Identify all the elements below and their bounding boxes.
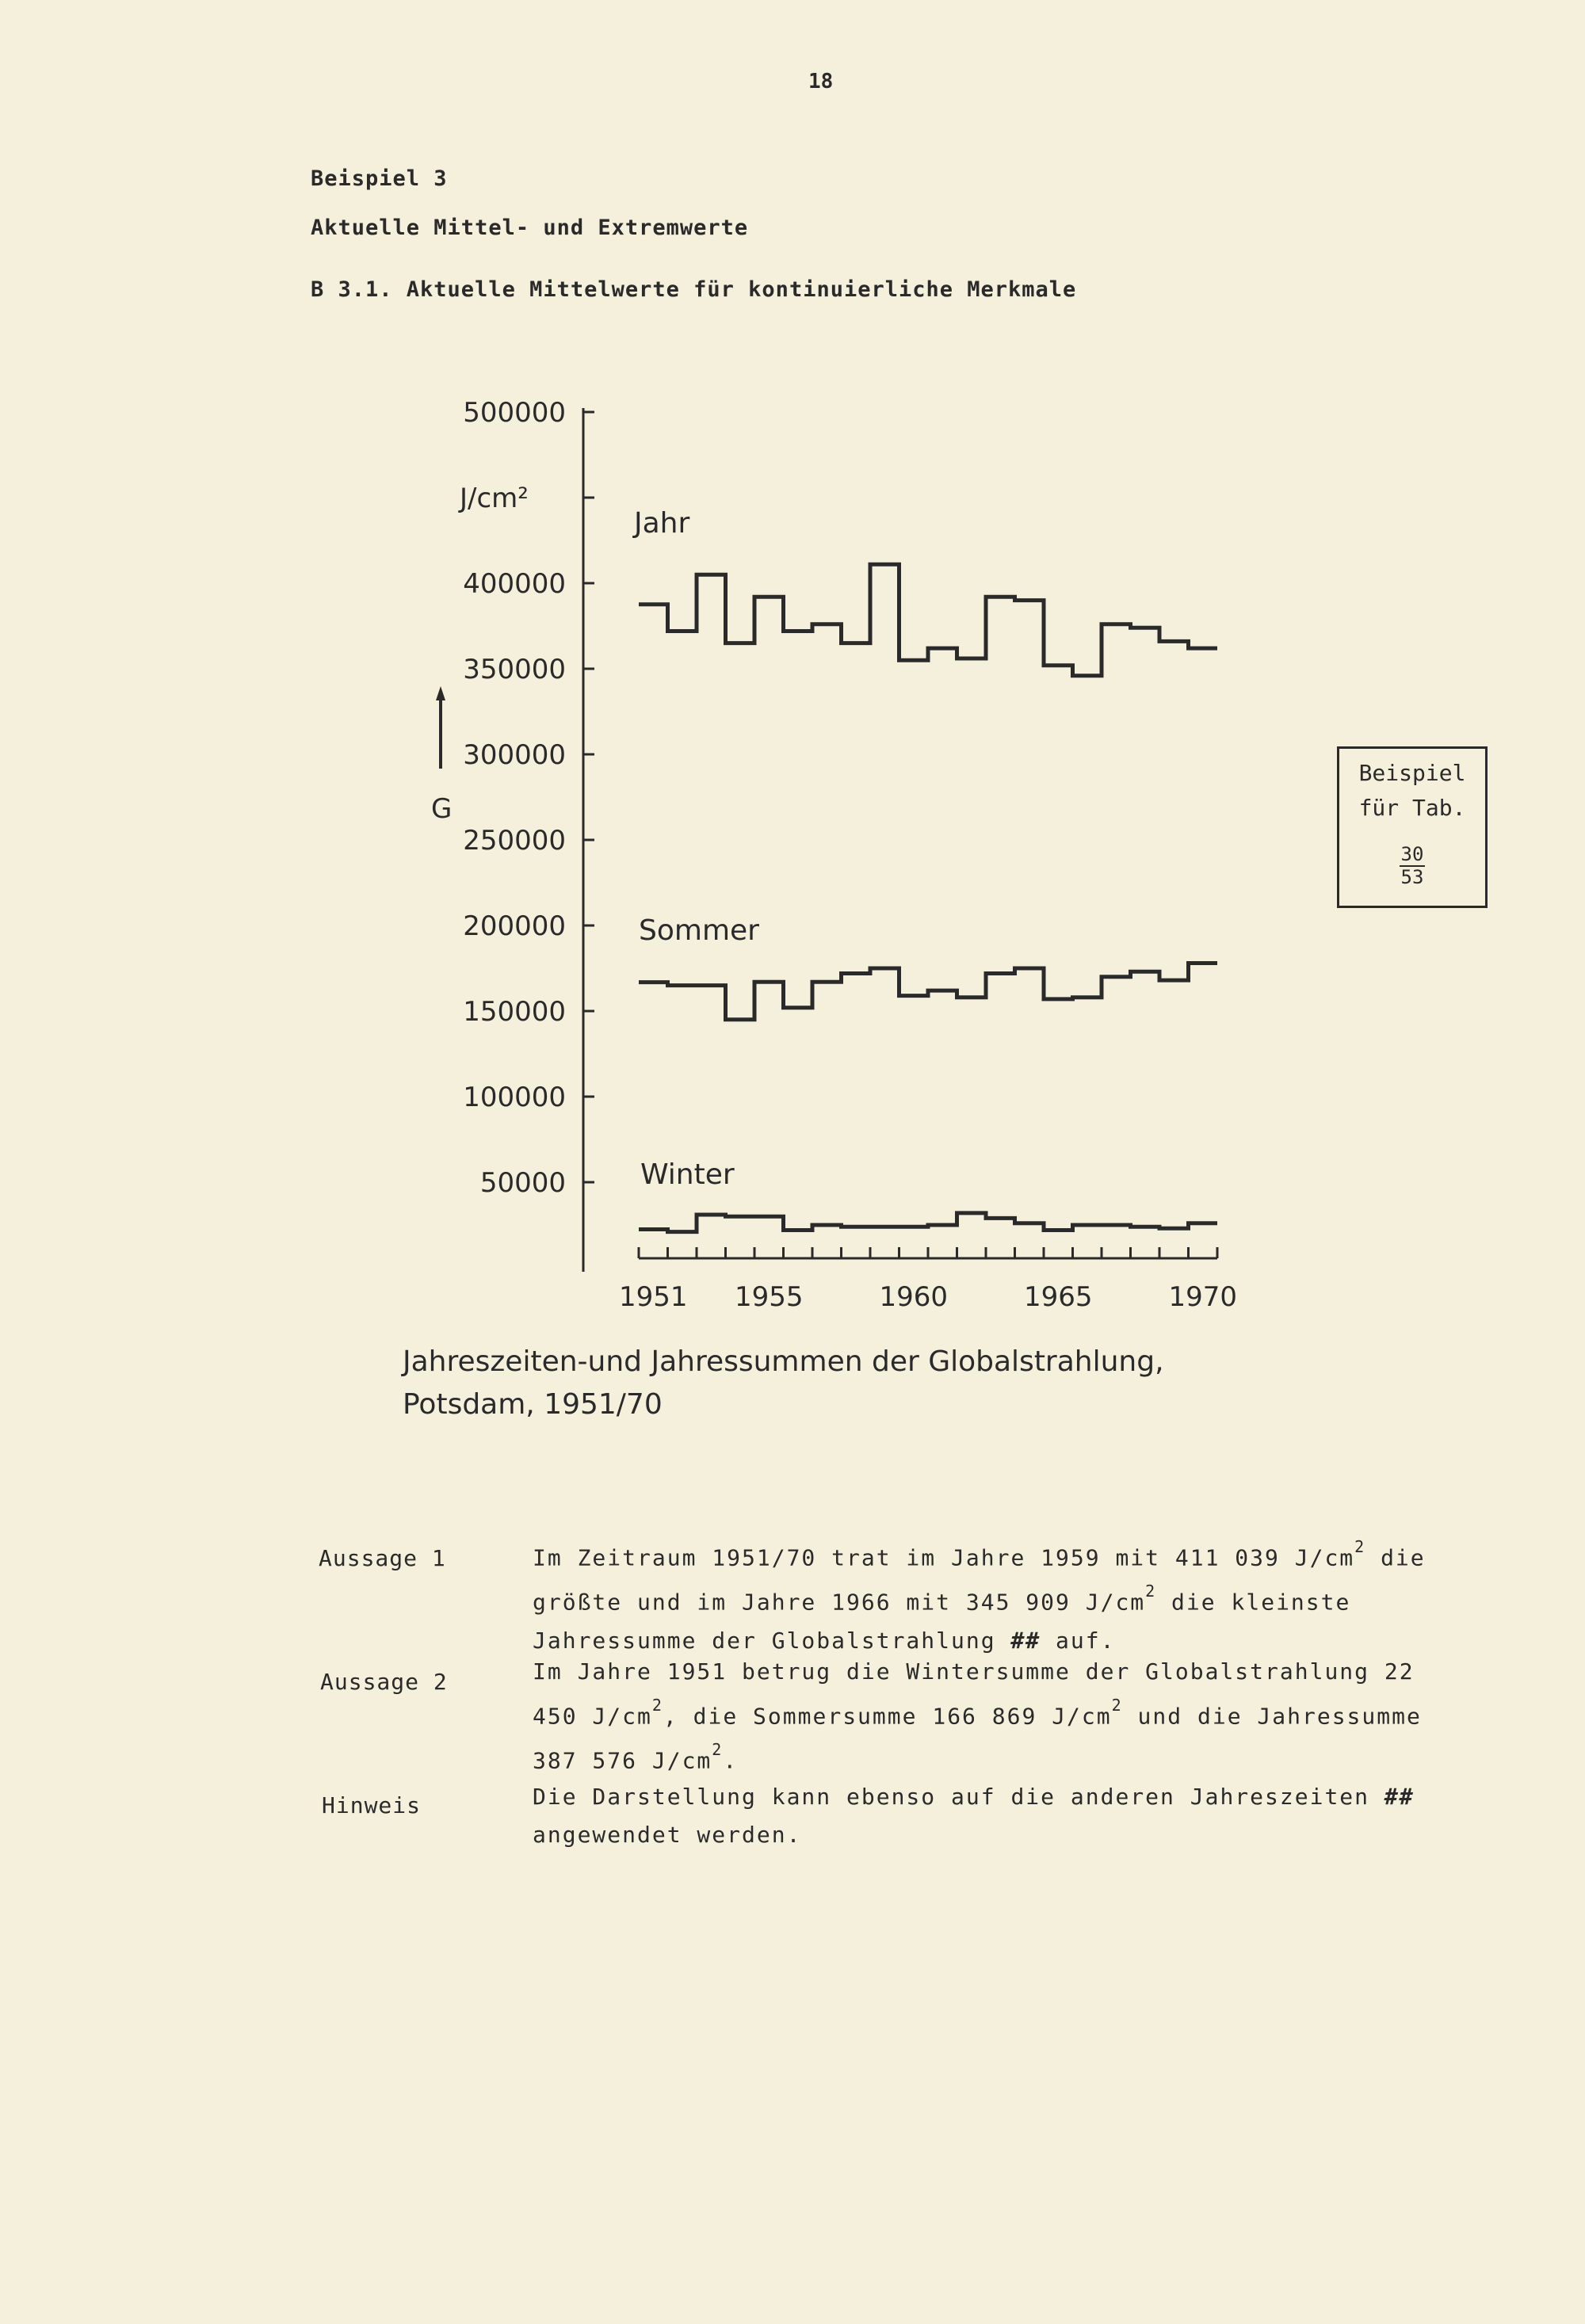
series-label-winter: Winter xyxy=(640,1158,735,1191)
note-text: Die Darstellung kann ebenso auf die anderen Jahreszeiten ## angewendet werden. xyxy=(533,1784,1415,1848)
series-line-winter xyxy=(639,1213,1217,1232)
y-tick-label: 100000 xyxy=(463,1082,566,1113)
hash-mark: ## xyxy=(1384,1784,1415,1810)
chapter-heading: B 3.1. Aktuelle Mittelwerte für kontinuierliche Merkmale xyxy=(311,277,1077,302)
statement-label: Aussage 2 xyxy=(320,1669,448,1695)
y-tick-label: 150000 xyxy=(463,996,566,1028)
y-tick-label: 50000 xyxy=(479,1167,566,1199)
y-arrow-head xyxy=(436,686,445,700)
statement-text: Im Zeitraum 1951/70 trat im Jahre 1959 mit 411 039 $J/cm^2$ die größte und im Jahre 1966 mit 345 909 $J/cm^2$ die kleinste Jahressumme der Globalstrahlung ## auf. xyxy=(533,1537,1426,1654)
table-reference-box xyxy=(1337,746,1488,908)
chart-caption-line-2: Potsdam, 1951/70 xyxy=(403,1388,663,1421)
x-tick-label: 1965 xyxy=(1023,1281,1093,1313)
y-tick-label: 400000 xyxy=(463,568,566,600)
statement-label: Aussage 1 xyxy=(319,1545,446,1571)
x-tick-label: 1951 xyxy=(618,1281,688,1313)
chart-caption-line-1: Jahreszeiten-und Jahressummen der Globalstrahlung, xyxy=(403,1345,1164,1378)
tab-box-denominator: 53 xyxy=(1400,866,1424,888)
y-tick-label: 200000 xyxy=(463,910,566,942)
statement-text: Im Jahre 1951 betrug die Wintersumme der Globalstrahlung 22 450 $J/cm^2$, die Sommersumme 166 869 $J/cm^2$ und die Jahressumme 387 576 $J/cm^2$. xyxy=(533,1658,1422,1774)
y-tick-label: 350000 xyxy=(463,654,566,685)
note-label: Hinweis xyxy=(322,1792,422,1818)
x-tick-label: 1970 xyxy=(1168,1281,1238,1313)
subsection-heading: Aktuelle Mittel- und Extremwerte xyxy=(311,216,749,240)
x-tick-label: 1960 xyxy=(879,1281,949,1313)
y-tick-label: 250000 xyxy=(463,825,566,857)
series-label-jahr: Jahr xyxy=(634,507,690,540)
x-tick-label: 1955 xyxy=(734,1281,804,1313)
tab-box-numerator: 30 xyxy=(1400,843,1424,865)
y-tick-label: 300000 xyxy=(463,739,566,771)
y-tick-label: 500000 xyxy=(463,397,566,429)
series-line-sommer xyxy=(639,964,1217,1020)
page-number: 18 xyxy=(808,70,834,93)
tab-box-line-1: Beispiel xyxy=(1358,760,1466,786)
section-heading: Beispiel 3 xyxy=(311,166,448,191)
y-axis-label: G xyxy=(431,793,453,825)
series-line-jahr xyxy=(639,564,1217,676)
tab-box-line-2: für Tab. xyxy=(1358,795,1466,821)
tab-box-fraction xyxy=(1379,844,1446,888)
series-label-sommer: Sommer xyxy=(639,914,759,947)
y-unit-label: J/cm² xyxy=(460,483,529,514)
hash-mark: ## xyxy=(1010,1627,1041,1654)
